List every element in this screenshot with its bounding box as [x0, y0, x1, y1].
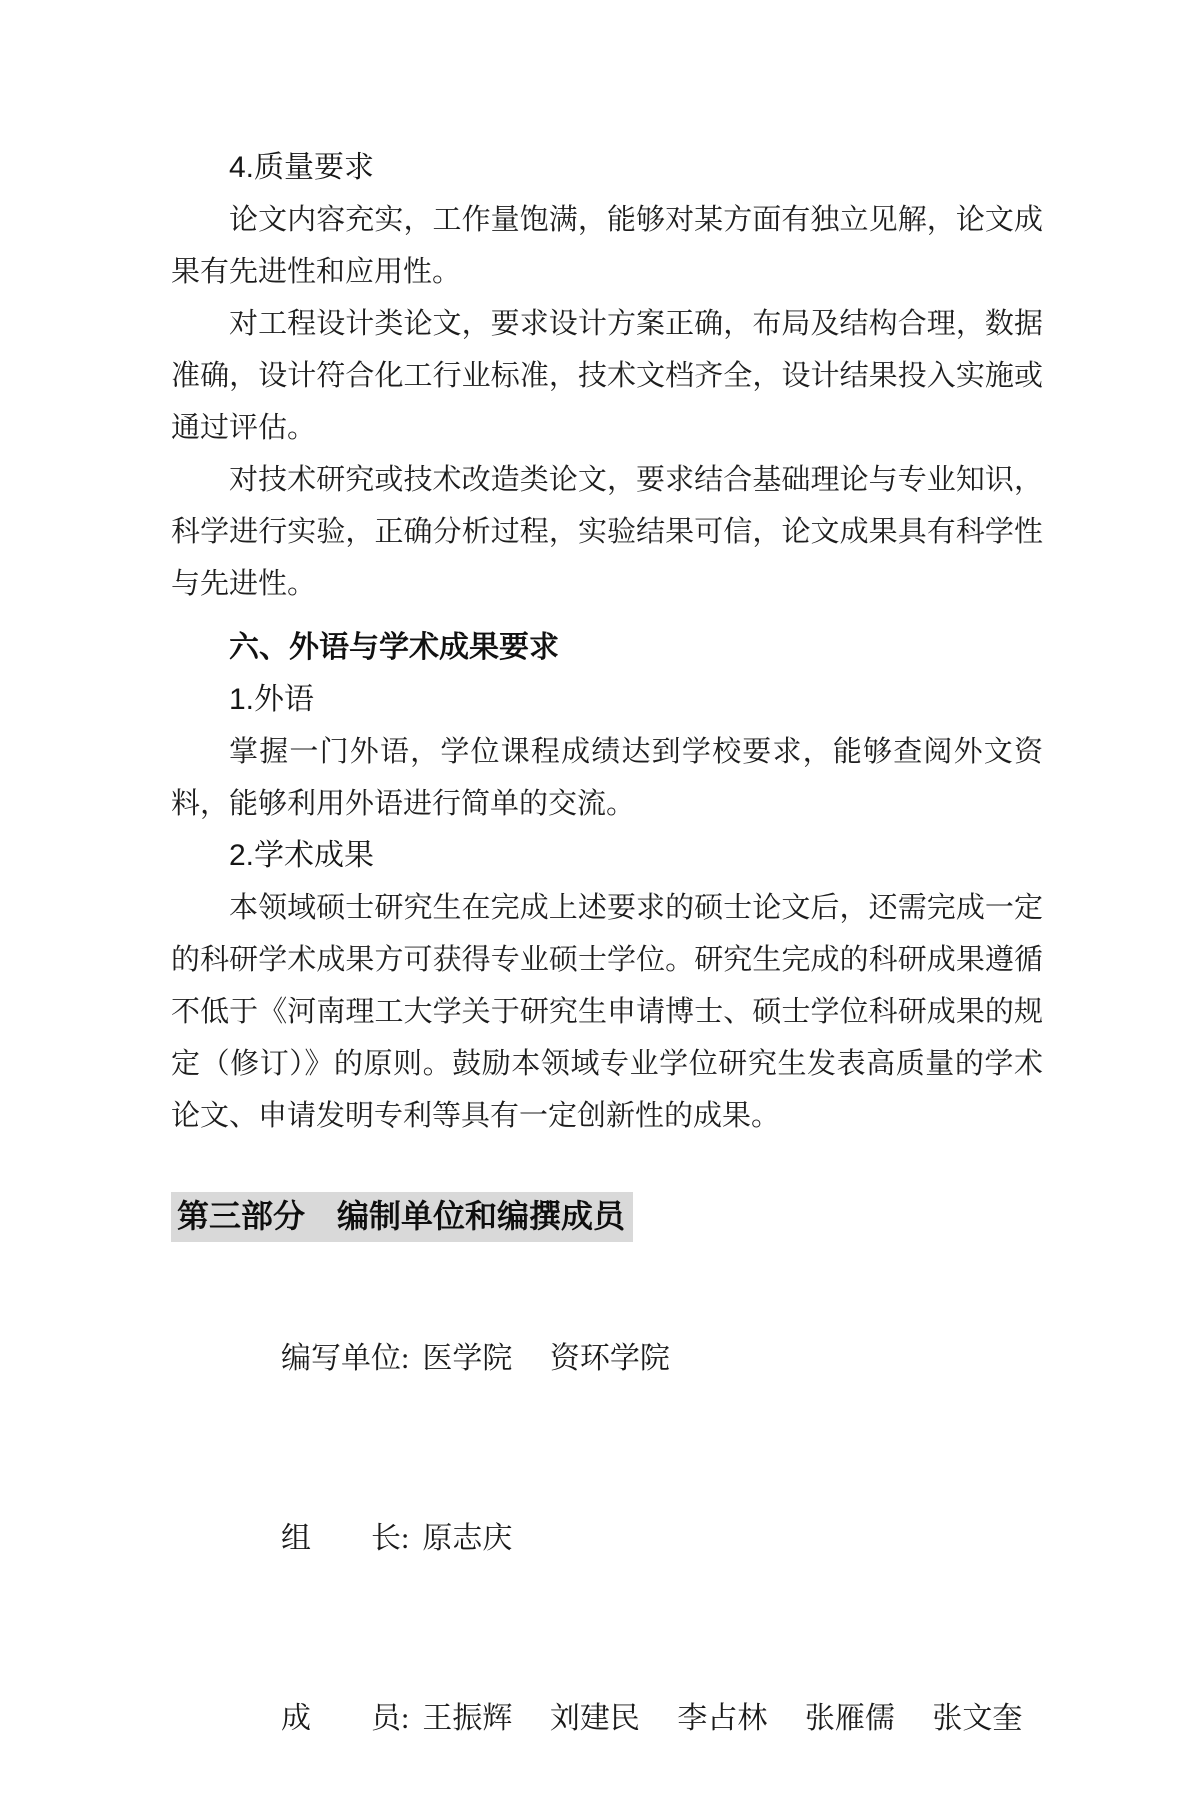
- editorial-units-value: 医学院 资环学院: [422, 1342, 670, 1375]
- editorial-info: [171, 1269, 1043, 1809]
- document-content: [171, 142, 1043, 1809]
- editorial-members-value: 王振辉 刘建民 李占林 张雁儒 张文奎: [422, 1702, 1023, 1735]
- para-foreign-language: 掌握一门外语，学位课程成绩达到学校要求，能够查阅外文资料，能够利用外语进行简单的交流。: [171, 736, 1043, 820]
- para-quality-2: 对工程设计类论文，要求设计方案正确，布局及结构合理，数据准确，设计符合化工行业标准，技术文档齐全，设计结果投入实施或通过评估。: [171, 308, 1043, 444]
- part-three-heading-row: [171, 1192, 1043, 1249]
- editorial-members-label: 成 员:: [281, 1702, 410, 1735]
- para-quality-3: 对技术研究或技术改造类论文，要求结合基础理论与专业知识，科学进行实验，正确分析过程，实验结果可信，论文成果具有科学性与先进性。: [171, 464, 1043, 600]
- editorial-units-label: 编写单位:: [281, 1342, 410, 1375]
- editorial-row-members: [171, 1629, 1043, 1809]
- editorial-row-units: [171, 1269, 1043, 1449]
- heading-quality-requirements: 4.质量要求: [229, 151, 375, 184]
- heading-part-three: 第三部分 编制单位和编撰成员: [171, 1192, 633, 1242]
- editorial-leader-label: 组 长:: [281, 1522, 410, 1555]
- para-quality-1: 论文内容充实，工作量饱满，能够对某方面有独立见解，论文成果有先进性和应用性。: [171, 204, 1043, 288]
- editorial-row-leader: [171, 1449, 1043, 1629]
- editorial-leader-value: 原志庆: [422, 1522, 513, 1555]
- heading-academic-achievements: 2.学术成果: [229, 839, 375, 872]
- para-academic-achievements: 本领域硕士研究生在完成上述要求的硕士论文后，还需完成一定的科研学术成果方可获得专业硕士学位。研究生完成的科研成果遵循不低于《河南理工大学关于研究生申请博士、硕士学位科研成果的规定（修订）》的原则。鼓励本领域专业学位研究生发表高质量的学术论文、申请发明专利等具有一定创新性的成果。: [171, 892, 1043, 1132]
- heading-foreign-language: 1.外语: [229, 683, 315, 716]
- heading-section-six: 六、外语与学术成果要求: [229, 631, 559, 664]
